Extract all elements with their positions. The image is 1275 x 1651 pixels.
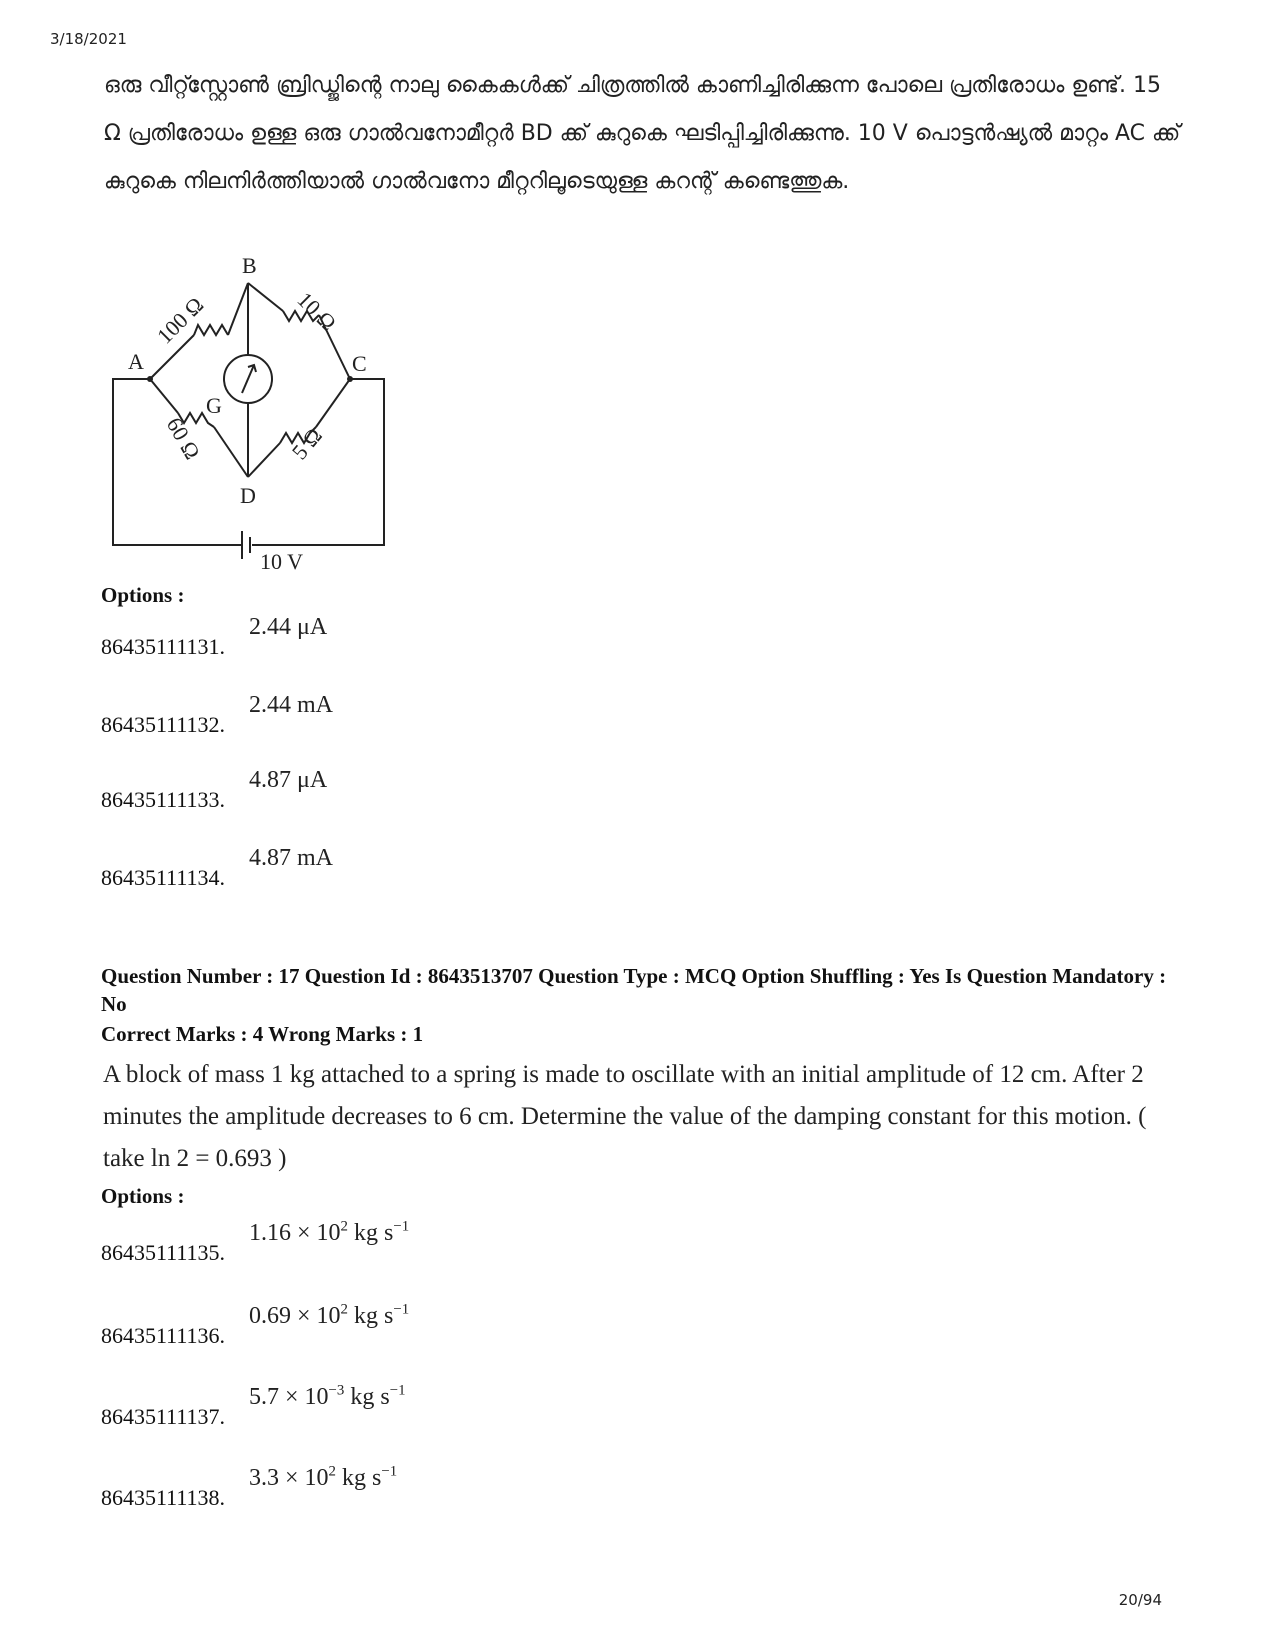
node-c-label: C xyxy=(352,351,367,376)
option-row xyxy=(101,614,328,660)
option-value: $1.16 \times 10^2$ kg $s^{-1}$ xyxy=(249,1218,410,1246)
wheatstone-bridge-diagram xyxy=(108,255,408,605)
node-d-label: D xyxy=(240,483,256,508)
resistor-dc-label: 5 Ω xyxy=(286,422,327,465)
option-row xyxy=(101,1382,406,1430)
q16-options-label: Options : xyxy=(101,583,185,607)
option-row xyxy=(101,1301,410,1349)
question-16-text: ഒരു വീറ്റ്സ്റ്റോൺ ബ്രിഡ്ജിന്റെ നാലു കൈകൾക്ക് ചിത്രത്തിൽ കാണിച്ചിരിക്കുന്ന പോലെ പ്രതിരോധം ഉണ്ട്. 15 Ω പ്രതിരോധം ഉള്ള ഒരു ഗാൽവനോമീറ്റർ BD ക്ക് കുറുകെ ഘടിപ്പിച്ചിരിക്കുന്നു. 10 V പൊട്ടൻഷ്യൽ മാറ്റം AC ക്ക് കുറുകെ നിലനിർത്തിയാൽ ഗാൽവനോ മീറ്ററിലൂടെയുള്ള കറന്റ് കണ്ടെത്തുക. xyxy=(104,73,1181,194)
option-value: $3.3 \times 10^2$ kg $s^{-1}$ xyxy=(249,1463,398,1491)
option-row xyxy=(101,845,333,891)
option-row xyxy=(101,767,328,813)
question-17-marks: Correct Marks : 4 Wrong Marks : 1 xyxy=(101,1022,424,1046)
option-id: 86435111138. xyxy=(101,1485,226,1510)
print-date: 3/18/2021 xyxy=(50,30,127,48)
option-id: 86435111137. xyxy=(101,1404,226,1429)
option-id: 86435111136. xyxy=(101,1323,226,1348)
resistor-ab xyxy=(194,325,228,335)
node-a-label: A xyxy=(128,349,144,374)
option-value: 4.87 mA xyxy=(249,845,333,871)
question-17-meta: Question Number : 17 Question Id : 8643513707 Question Type : MCQ Option Shuffling : Yes Is Question Mandatory : No xyxy=(101,964,1167,1016)
option-id: 86435111132. xyxy=(101,712,226,737)
option-row xyxy=(101,1463,398,1511)
question-17-text: A block of mass 1 kg attached to a spring is made to oscillate with an initial amplitude of 12 cm. After 2 minutes the amplitude decreases to 6 cm. Determine the value of the damping constant for this motion. ( take ln 2 = 0.693 ) xyxy=(103,1061,1147,1172)
option-value: $5.7 \times 10^{-3}$ kg $s^{-1}$ xyxy=(249,1382,406,1410)
resistor-ab-label: 100 Ω xyxy=(151,292,209,349)
q17-options-label: Options : xyxy=(101,1184,185,1208)
page-number: 20/94 xyxy=(1118,1591,1162,1609)
option-id: 86435111131. xyxy=(101,634,226,659)
option-value: 2.44 mA xyxy=(249,692,333,718)
resistor-ad-label: 60 Ω xyxy=(161,413,206,464)
galvanometer-label: G xyxy=(206,393,222,418)
node-b-label: B xyxy=(242,255,257,278)
option-value: 4.87 μA xyxy=(249,767,328,793)
battery-label: 10 V xyxy=(260,549,303,574)
option-id: 86435111135. xyxy=(101,1240,226,1265)
option-value: $0.69 \times 10^2$ kg $s^{-1}$ xyxy=(249,1301,410,1329)
option-id: 86435111133. xyxy=(101,787,226,812)
resistor-bc-label: 10 Ω xyxy=(292,286,342,336)
option-row xyxy=(101,692,333,738)
option-id: 86435111134. xyxy=(101,865,226,890)
option-value: 2.44 μA xyxy=(249,614,328,640)
option-row xyxy=(101,1218,410,1266)
